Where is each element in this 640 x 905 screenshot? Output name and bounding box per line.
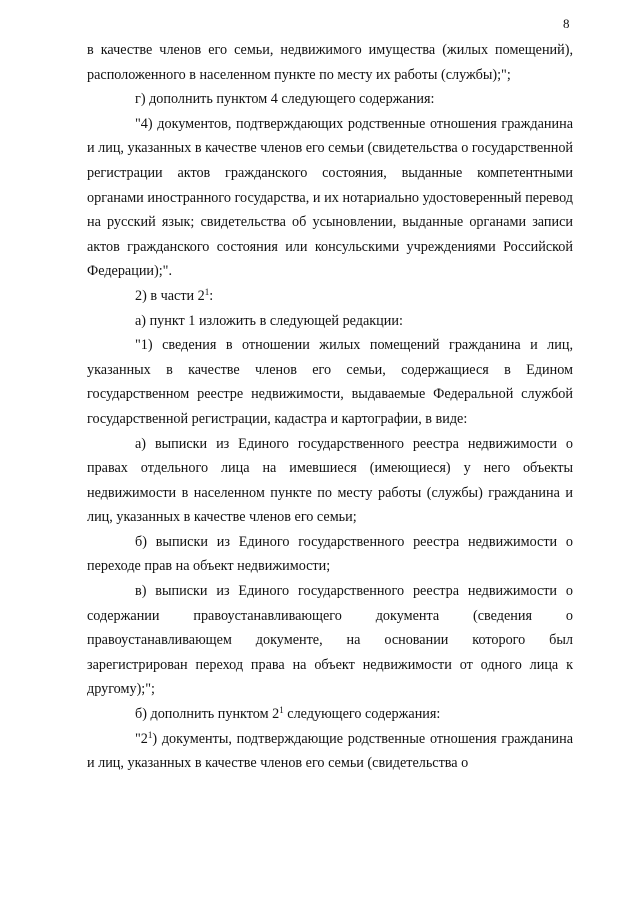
paragraph-subitem-v: в) выписки из Единого государственного реестра недвижимости о содержании правоустанавливающего документа (сведения о правоустанавливающем документе, на основании которого был зарегистрирован переход права на объект недвижимости от одного лица к другому);"; [87, 583, 573, 698]
text-fragment: 2) в части 2 [135, 287, 205, 304]
text-fragment: ) документы, подтверждающие родственные отношения гражданина и лиц, указанных в качестве членов его семьи (свидетельства о [87, 730, 573, 772]
paragraph-subitem-b: б) выписки из Единого государственного реестра недвижимости о переходе прав на объект недвижимости; [87, 533, 573, 575]
paragraph-continuation: в качестве членов его семьи, недвижимого имущества (жилых помещений), расположенного в населенном пункте по месту их работы (службы);"; [87, 42, 573, 83]
superscript: 1 [279, 705, 284, 716]
text-fragment: б) дополнить пунктом 2 [135, 706, 280, 723]
document-body [87, 38, 573, 776]
text-fragment: следующего содержания: [283, 706, 441, 723]
text-fragment: "2 [135, 730, 148, 747]
page-number: 8 [563, 16, 570, 31]
paragraph-subitem-a: а) выписки из Единого государственного реестра недвижимости о правах отдельного лица на имевшиеся (имеющиеся) у него объекты недвижимости в населенном пункте по месту работы (службы) гражданина и лиц, указанных в качестве членов его семьи; [87, 435, 573, 526]
paragraph-item-b [87, 702, 573, 727]
text-fragment: : [209, 287, 214, 304]
paragraph-point-1: "1) сведения в отношении жилых помещений гражданина и лиц, указанных в качестве членов его семьи, содержащиеся в Едином государственном реестре недвижимости, выдаваемые Федеральной службой государственной регистрации, кадастра и картографии, в виде: [87, 337, 573, 427]
superscript: 1 [147, 729, 153, 740]
superscript: 1 [204, 286, 210, 297]
paragraph-point-4: "4) документов, подтверждающих родственные отношения гражданина и лиц, указанных в качестве членов его семьи (свидетельства о государственной регистрации актов гражданского состояния, выданные компетентными органами иностранного государства, и их нотариально удостоверенный перевод на русский язык; свидетельства об усыновлении, выданные органами записи актов гражданского состояния или консульскими учреждениями Российской Федерации);". [87, 115, 573, 280]
paragraph-part-2-1 [87, 284, 573, 309]
paragraph-item-a: а) пункт 1 изложить в следующей редакции: [135, 312, 403, 329]
paragraph-item-g: г) дополнить пунктом 4 следующего содержания: [135, 91, 435, 108]
paragraph-point-2-1 [87, 727, 573, 776]
